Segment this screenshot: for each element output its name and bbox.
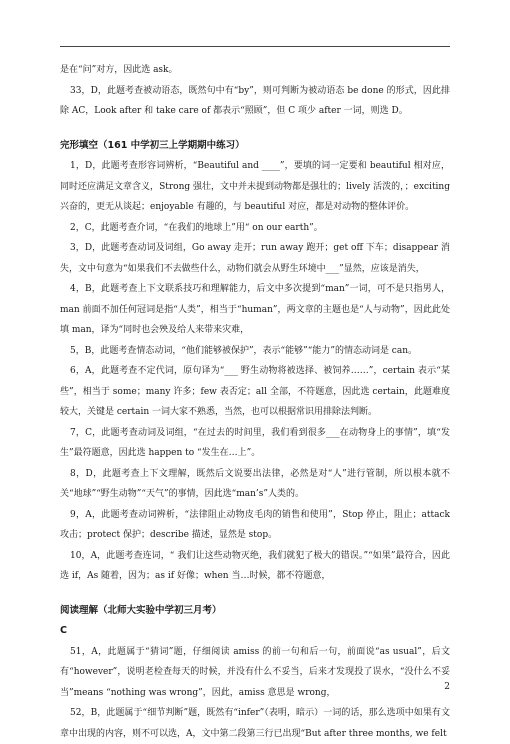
section-heading-cloze: 完形填空（161 中学初三上学期期中练习） [60, 139, 245, 151]
explanation-reading-52: 52，B，此题属于“细节判断”题，既然有“infer”（表明，暗示）一词的话，那么选项中如果有文章中出现的内容，则不可以选，A，文中第二段第三行已出现“But after three months, we felt [60, 708, 450, 739]
answer-explanations [60, 60, 450, 744]
paragraph-continuation: 是在“问”对方，因此选 ask。 [60, 65, 178, 75]
explanation-q33: 33，D，此题考查被动语态，既然句中有“by”，则可判断为被动语态 be done 的形式，因此排除 AC，Look after 和 take care of 都表示“照顾”，但 C 项少 after 一词，则选 D。 [60, 85, 450, 116]
explanation-cloze-8: 8，D，此题考查上下文理解，既然后文说要出法律，必然是对“人”进行管制，所以根本就不关“地球”“野生动物”“天气”的事情，因此选“man’s”人类的。 [60, 468, 450, 499]
page-number: 2 [444, 682, 450, 692]
section-heading-reading: 阅读理解（北师大实验中学初三月考） [60, 604, 222, 616]
explanation-cloze-6: 6，A，此题考查不定代词，原句译为“___ 野生动物将被选择、被饲养……”，certain 表示“某些”，相当于 some；many 许多；few 表否定；all 全部，不符题意，因此选 certain，此题难度较大，关键是 certain 一词大家不熟悉，当然，也可以根据常识用排除法判断。 [60, 366, 450, 417]
explanation-cloze-3: 3，D，此题考查动词及词组，Go away 走开；run away 跑开；get off 下车；disappear 消失，文中句意为“如果我们不去做些什么，动物们就会从野生环境中___”显然，应该是消失， [60, 243, 450, 274]
explanation-reading-51: 51，A，此题属于“猜词”题，仔细阅读 amiss 的前一句和后一句，前面说“as usual”，后文有“however”，说明老检查每天的时候，并没有什么不妥当，后来才发现投了误水，“没什么不妥当”means “nothing was wrong”，因此，amiss 意思是 wrong， [60, 646, 450, 698]
passage-label-c: C [60, 625, 67, 636]
explanation-cloze-7: 7，C，此题考查动词及词组，“在过去的时间里，我们看到很多___在动物身上的事情”，填“发生”最符题意，因此选 happen to “发生在…上”。 [60, 427, 450, 458]
explanation-cloze-9: 9，A，此题考查动词辨析，“法律阻止动物皮毛肉的销售和使用”，Stop 停止，阻止；attack 攻击；protect 保护；describe 描述，显然是 stop。 [60, 509, 450, 540]
explanation-cloze-5: 5，B，此题考查情态动词，“他们能够被保护”，表示“能够”“能力”的情态动词是 can。 [70, 345, 418, 356]
explanation-cloze-4: 4，B，此题考查上下文联系技巧和理解能力，后文中多次提到“man”一词，可不是只指男人，man 前面不加任何冠词是指“人类”，相当于“human”，两文章的主题也是“人与动物”，因此此处填 man，译为“同时也会殃及给人来带来灾难， [60, 284, 450, 335]
explanation-cloze-1: 1，D，此题考查形容词辨析，“Beautiful and ____”，要填的词一定要和 beautiful 相对应，同时还应满足文章含义，Strong 强壮，文中并未提到动物都是强壮的；lively 活泼的，；exciting 兴奋的，更无从谈起；enjoyable 有趣的，与 beautiful 对应，都是对动物的整体评价。 [60, 161, 450, 212]
explanation-cloze-10: 10，A，此题考查连词，“ 我们让这些动物灭绝，我们就犯了极大的错误。”“如果”最符合，因此选 if，As 随着，因为；as if 好像；when 当…时候，都不符题意， [60, 550, 450, 581]
explanation-cloze-2: 2，C，此题考查介词，“在我们的地球上”用“ on our earth”。 [70, 222, 323, 233]
header-rule [60, 46, 450, 47]
